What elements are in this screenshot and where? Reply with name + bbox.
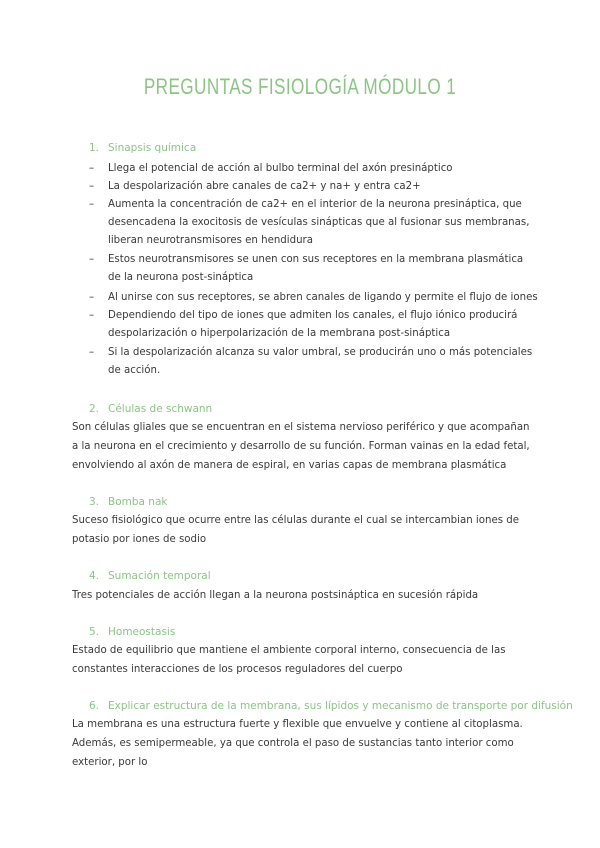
- bullet-text: Aumenta la concentración de ca2+ en el interior de la neurona presináptica, que desencadena la exocitosis de vesículas sinápticas que al fusionar sus membranas, liberan neurotransmisores en hendidura: [108, 199, 530, 246]
- bullet-text: La despolarización abre canales de ca2+ y na+ y entra ca2+: [108, 181, 421, 192]
- document-title: PREGUNTAS FISIOLOGÍA MÓDULO 1: [143, 74, 457, 99]
- bullet-dash: –: [89, 163, 95, 174]
- section-3-paragraph: Suceso fisiológico que ocurre entre las células durante el cual se intercambian iones de potasio por iones de sodio: [72, 515, 519, 545]
- bullet-item: [89, 196, 539, 250]
- section-6-paragraph: La membrana es una estructura fuerte y flexible que envuelve y contiene al citoplasma. Además, es semipermeable, ya que controla el paso de sustancias tanto interior como exterior, por lo: [72, 719, 523, 768]
- bullet-dash: –: [89, 199, 95, 210]
- bullet-dash: –: [89, 347, 95, 358]
- section-4-heading: [89, 570, 211, 582]
- section-5-paragraph: Estado de equilibrio que mantiene el ambiente corporal interno, consecuencia de las constantes interacciones de los procesos reguladores del cuerpo: [72, 645, 506, 675]
- bullet-item: [89, 289, 539, 307]
- bullet-dash: –: [89, 254, 95, 265]
- section-5-title: Homeostasis: [108, 626, 176, 638]
- section-3-number: 3.: [89, 496, 100, 508]
- section-2-paragraph: Son células gliales que se encuentran en el sistema nervioso periférico y que acompañan a la neurona en el crecimiento y desarrollo de su función. Forman vainas en la edad fetal, envolviendo al axón de manera de espiral, en varias capas de membrana plasmática: [72, 422, 530, 471]
- bullet-text: Al unirse con sus receptores, se abren canales de ligando y permite el flujo de iones: [108, 292, 538, 303]
- section-3-heading: [89, 496, 167, 508]
- section-1-number: 1.: [89, 142, 100, 154]
- bullet-dash: –: [89, 310, 95, 321]
- section-1-heading: [89, 142, 196, 154]
- section-1-title: Sinapsis química: [108, 142, 197, 154]
- bullet-item: [89, 160, 539, 178]
- bullet-item: [89, 307, 539, 343]
- bullet-item: [89, 344, 539, 380]
- section-6-heading: [89, 700, 573, 712]
- section-6-title: Explicar estructura de la membrana, sus lípidos y mecanismo de transporte por difusión: [108, 700, 573, 712]
- bullet-dash: –: [89, 292, 95, 303]
- bullet-item: [89, 178, 539, 196]
- bullet-dash: –: [89, 181, 95, 192]
- section-2-heading: [89, 403, 212, 415]
- section-3-title: Bomba nak: [108, 496, 168, 508]
- section-5-heading: [89, 626, 175, 638]
- bullet-item: [89, 251, 539, 287]
- section-4-paragraph: Tres potenciales de acción llegan a la neurona postsináptica en sucesión rápida: [72, 590, 479, 601]
- bullet-text: Llega el potencial de acción al bulbo terminal del axón presináptico: [108, 163, 453, 174]
- bullet-text: Dependiendo del tipo de iones que admiten los canales, el flujo iónico producirá despolarización o hiperpolarización de la membrana post-sináptica: [108, 310, 518, 339]
- section-2-title: Células de schwann: [108, 403, 213, 415]
- section-5-number: 5.: [89, 626, 100, 638]
- section-2-number: 2.: [89, 403, 100, 415]
- section-4-number: 4.: [89, 570, 100, 582]
- section-6-number: 6.: [89, 700, 100, 712]
- section-4-title: Sumación temporal: [108, 570, 211, 582]
- bullet-text: Estos neurotransmisores se unen con sus receptores en la membrana plasmática de la neurona post-sináptica: [108, 254, 524, 283]
- bullet-text: Si la despolarización alcanza su valor umbral, se producirán uno o más potenciales de acción.: [108, 347, 533, 376]
